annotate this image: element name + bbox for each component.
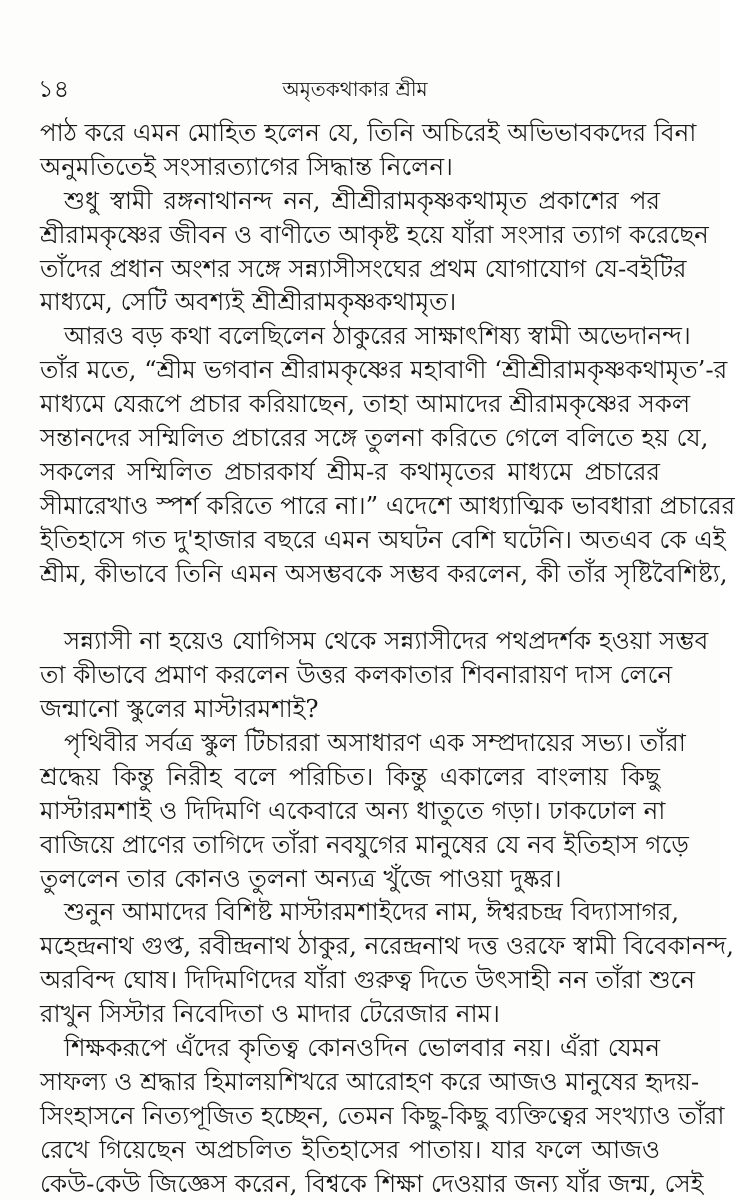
page-number: ১৪ <box>38 75 70 103</box>
paragraph <box>40 1031 725 1200</box>
paragraph <box>40 726 689 895</box>
paragraph <box>40 184 709 320</box>
text-line: সীমারেখাও স্পর্শ করিতে পারে না।” এদেশে আধ্যাত্মিক ভাবধারা প্রচারের <box>40 490 735 520</box>
paragraph <box>40 116 697 184</box>
text-line: তা কীভাবে প্রমাণ করলেন উত্তর কলকাতার শিবনারায়ণ দাস লেনে <box>40 660 673 690</box>
text-line: রেখে গিয়েছেন অপ্রচলিত ইতিহাসের পাতায়। যার ফলে আজও <box>40 1134 660 1164</box>
text-line: শুধু স্বামী রঙ্গনাথানন্দ নন, শ্রীশ্রীরামকৃষ্ণকথামৃত প্রকাশের পর <box>64 185 660 215</box>
smudged-line <box>40 590 660 624</box>
text-line: জন্মানো স্কুলের মাস্টারমশাই? <box>40 694 319 724</box>
text-line: ইতিহাসে গত দু'হাজার বছরে এমন অঘটন বেশি ঘটেনি। অতএব কে এই <box>40 524 726 554</box>
text-line: বাজিয়ে প্রাণের তাগিদে তাঁরা নবযুগের মানুষের যে নব ইতিহাস গড়ে <box>40 829 689 859</box>
text-line: শিক্ষকরূপে এঁদের কৃতিত্ব কোনওদিন ভোলবার নয়। এঁরা যেমন <box>64 1033 660 1063</box>
text-line: শুনুন আমাদের বিশিষ্ট মাস্টারমশাইদের নাম, ঈশ্বরচন্দ্র বিদ্যাসাগর, <box>64 897 680 927</box>
text-line: মহেন্দ্রনাথ গুপ্ত, রবীন্দ্রনাথ ঠাকুর, নরেন্দ্রনাথ দত্ত ওরফে স্বামী বিবেকানন্দ, <box>40 931 734 961</box>
text-line: সকলের সম্মিলিত প্রচারকার্য শ্রীম-র কথামৃতের মাধ্যমে প্রচারের <box>40 456 660 486</box>
paragraph <box>40 624 709 726</box>
text-line: সাফল্য ও শ্রদ্ধার হিমালয়শিখরে আরোহণ করে আজও মানুষের হৃদয়- <box>40 1066 700 1096</box>
paragraph <box>40 895 734 1031</box>
text-line: শ্রীরামকৃষ্ণের জীবন ও বাণীতে আকৃষ্ট হয়ে যাঁরা সংসার ত্যাগ করেছেন <box>40 219 709 249</box>
text-line: আরও বড় কথা বলেছিলেন ঠাকুরের সাক্ষাৎশিষ্য স্বামী অভেদানন্দ। <box>64 321 691 351</box>
text-line: শ্রদ্ধেয় কিন্তু নিরীহ বলে পরিচিত। কিন্তু একালের বাংলায় কিছু <box>40 761 660 791</box>
text-line: মাধ্যমে, সেটি অবশ্যই শ্রীশ্রীরামকৃষ্ণকথামৃত। <box>40 287 457 317</box>
text-line: সন্তানদের সম্মিলিত প্রচারের সঙ্গে তুলনা করিতে গেলে বলিতে হয় যে, <box>40 423 709 453</box>
text-line: তুললেন তার কোনও তুলনা অন্যত্র খুঁজে পাওয়া দুষ্কর। <box>40 863 562 893</box>
text-line: শ্রীম, কীভাবে তিনি এমন অসম্ভবকে সম্ভব করলেন, কী তাঁর সৃষ্টিবৈশিষ্ট্য, <box>40 558 728 588</box>
text-line: পাঠ করে এমন মোহিত হলেন যে, তিনি অচিরেই অভিভাবকদের বিনা <box>40 118 697 147</box>
body-text <box>40 116 735 1201</box>
text-line: তাঁদের প্রধান অংশর সঙ্গে সন্ন্যাসীসংঘের প্রথম যোগাযোগ যে-বইটির <box>40 253 687 283</box>
text-line: অরবিন্দ ঘোষ। দিদিমণিদের যাঁরা গুরুত্ব দিতে উৎসাহী নন তাঁরা শুনে <box>40 965 696 995</box>
text-line: কেউ-কেউ জিজ্ঞেস করেন, বিশ্বকে শিক্ষা দেওয়ার জন্য যাঁর জন্ম, সেই <box>40 1168 704 1198</box>
text-line: অনুমতিতেই সংসারত্যাগের সিদ্ধান্ত নিলেন। <box>40 151 453 181</box>
text-line: রাখুন সিস্টার নিবেদিতা ও মাদার টেরেজার নাম। <box>40 999 500 1029</box>
text-line: সিংহাসনে নিত্যপূজিত হচ্ছেন, তেমন কিছু-কিছু ব্যক্তিত্বের সংখ্যাও তাঁরা <box>40 1100 725 1130</box>
text-line: তাঁর মতে, “শ্রীম ভগবান শ্রীরামকৃষ্ণের মহাবাণী ‘শ্রীশ্রীরামকৃষ্ণকথামৃত’-র <box>40 355 728 385</box>
text-line: সন্ন্যাসী না হয়েও যোগিসম থেকে সন্ন্যাসীদের পথপ্রদর্শক হওয়া সম্ভব <box>64 626 709 656</box>
text-line: পৃথিবীর সর্বত্র স্কুল টিচাররা অসাধারণ এক সম্প্রদায়ের সভ্য। তাঁরা <box>64 728 686 758</box>
text-line: মাধ্যমে যেরূপে প্রচার করিয়াছেন, তাহা আমাদের শ্রীরামকৃষ্ণের সকল <box>40 389 691 419</box>
running-title: অমৃতকথাকার শ্রীম <box>282 77 428 101</box>
paragraph <box>40 319 735 624</box>
page-header <box>38 72 672 106</box>
text-line: মাস্টারমশাই ও দিদিমণি একেবারে অন্য ধাতুতে গড়া। ঢাকঢোল না <box>40 795 666 825</box>
